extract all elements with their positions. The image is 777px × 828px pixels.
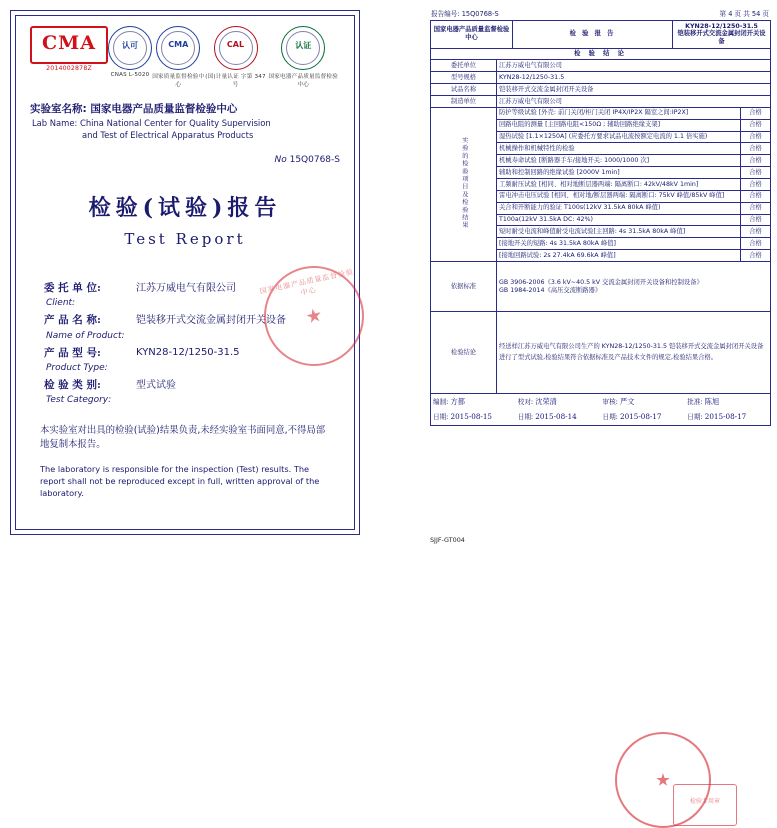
basis-row <box>431 262 771 312</box>
doc-title-cell: 检 验 报 告 <box>513 21 673 49</box>
cnas-mark <box>108 26 152 78</box>
field-test-category-label: 检 验 类 别: <box>44 379 101 392</box>
test-section-label <box>431 107 497 261</box>
section-title-row <box>431 48 771 60</box>
cms-mark <box>152 26 205 88</box>
sig-reviewed-name: 严文 <box>620 397 635 407</box>
cma-mark <box>30 26 108 72</box>
test-result-12: 合格 <box>741 250 771 262</box>
test-item-12: [接地回路试验: 2s 27.4kA 69.6kA 峰值] <box>497 250 741 262</box>
signature-table <box>431 394 770 424</box>
test-result-8: 合格 <box>741 202 771 214</box>
sig-checked-date-label: 日期: <box>517 413 534 422</box>
form-code: SJJF-GT004 <box>430 536 465 544</box>
center-seal-text: 认证 <box>295 41 312 50</box>
test-result-2: 合格 <box>741 131 771 143</box>
report-number-label: No <box>274 155 287 166</box>
sig-checked-date-value: 2015-08-14 <box>535 412 577 422</box>
sig-reviewed-date-value: 2015-08-17 <box>620 412 662 422</box>
sig-checked-date <box>516 409 601 424</box>
field-product-type-label: 产 品 型 号: <box>44 346 101 359</box>
test-row-0 <box>431 107 771 119</box>
test-result-3: 合格 <box>741 143 771 155</box>
cover-inner-border <box>15 15 355 530</box>
field-client-label-en: Client: <box>46 298 76 309</box>
info-row-client <box>431 60 771 72</box>
lab-name-cn <box>30 102 340 117</box>
cover-statement-cn: 本实验室对出具的检验(试验)结果负责,未经实验室书面同意,不得局部地复制本报告。 <box>40 425 326 451</box>
sig-reviewed <box>601 394 686 409</box>
field-client-label: 委 托 单 位: <box>44 282 101 295</box>
info-value-client: 江苏万威电气有限公司 <box>497 60 771 72</box>
test-item-6: 工频耐压试验 [相同、相对地断层器两端: 隔离断口: 42kV/48kV 1min] <box>497 179 741 191</box>
sig-approved <box>685 394 770 409</box>
product-name: 铠装移开式交流金属封闭开关设备 <box>677 30 766 46</box>
center-mark <box>266 26 340 88</box>
conclusion-label: 检验结论 <box>431 312 497 394</box>
field-client-value: 江苏万威电气有限公司 <box>136 282 236 294</box>
cnas-seal-label: CNAS L-5020 <box>110 71 150 78</box>
basis-label: 依据标准 <box>431 262 497 312</box>
test-item-4: 机械寿命试验 [断路器手车/接地开关: 1000/1000 次] <box>497 155 741 167</box>
info-label-model: 型号规格 <box>431 72 497 84</box>
lab-name-en-line1: China National Center for Quality Supervision <box>79 117 271 128</box>
basis-value <box>497 262 771 312</box>
cma-box-icon <box>30 26 108 64</box>
test-item-10: 短时耐受电流和峰值耐受电流试验[主回路: 4s 31.5kA 80kA 峰值] <box>497 226 741 238</box>
cover-statement <box>40 424 334 500</box>
cal-mark <box>205 26 267 88</box>
sig-approved-name: 陈旭 <box>704 397 720 407</box>
basis-line-0: GB 3906-2006《3.6 kV~40.5 kV 交流金属封闭开关设备和控制设备》 <box>499 278 703 286</box>
page-indicator: 第 4 页 共 54 页 <box>719 10 769 18</box>
field-product-name-value: 铠装移开式交流金属封闭开关设备 <box>136 315 286 327</box>
test-result-4: 合格 <box>741 155 771 167</box>
cover-title-en: Test Report <box>124 230 246 249</box>
sig-checked-label: 校对: <box>517 398 534 407</box>
signature-dates-row <box>431 409 770 424</box>
sig-prepared-date-value: 2015-08-15 <box>450 412 492 422</box>
cms-seal-icon <box>156 26 200 70</box>
test-item-0: 防护等级试验 [外壳: 前门关闭/柜门关闭 IP4X/IP2X 隔室之间:IP2X] <box>497 107 741 119</box>
test-item-7: 雷电冲击电压试验 [相同、相对地/断层器两端: 隔离断口: 75kV 峰值/85kV 峰值] <box>497 190 741 202</box>
sig-reviewed-label: 审核: <box>602 398 618 407</box>
field-test-category-value: 型式试验 <box>136 379 176 391</box>
sig-approved-label: 批准: <box>687 398 703 407</box>
sig-reviewed-date <box>601 409 686 424</box>
center-seal-label: 国家电器产品质量监督检验中心 <box>268 73 338 88</box>
test-result-5: 合格 <box>741 167 771 179</box>
info-row-maker <box>431 96 771 108</box>
test-item-11: [接地开关的短路: 4s 31.5kA 80kA 峰值] <box>497 238 741 250</box>
signature-row <box>431 394 771 425</box>
info-value-maker: 江苏万威电气有限公司 <box>497 96 771 108</box>
test-result-9: 合格 <box>741 214 771 226</box>
lab-name-block <box>30 102 340 142</box>
report-header-line <box>430 8 770 18</box>
test-result-10: 合格 <box>741 226 771 238</box>
test-item-9: T100a(12kV 31.5kA DC: 42%) <box>497 214 741 226</box>
test-item-5: 辅助和控制回路的绝缘试验 [2000V 1min] <box>497 167 741 179</box>
report-number-value: 15Q0768-S <box>289 155 340 166</box>
test-result-1: 合格 <box>741 119 771 131</box>
sig-reviewed-date-label: 日期: <box>602 413 618 422</box>
cal-seal-icon <box>214 26 258 70</box>
cal-seal-text: CAL <box>226 40 245 49</box>
org-name-cell: 国家电器产品质量监督检验中心 <box>431 21 513 49</box>
info-value-sample: 铠装移开式交流金属封闭开关设备 <box>497 84 771 96</box>
lab-name-en <box>30 117 340 129</box>
test-result-6: 合格 <box>741 179 771 191</box>
inspection-stamp-text: 检验专用章 <box>689 798 720 806</box>
test-section-label-text: 实验的检验项目及检验结果 <box>460 136 468 230</box>
cover-title-cn: 检验(试验)报告 <box>88 195 282 222</box>
sig-approved-date-label: 日期: <box>687 413 703 422</box>
lab-name-cn-label: 实验室名称: <box>30 102 87 115</box>
info-label-client: 委托单位 <box>431 60 497 72</box>
cover-statement-en: The laboratory is responsible for the inspection (Test) results. The report shall not be reproduced except in full, written approval of the laboratory. <box>40 464 320 498</box>
cover-page <box>10 10 360 535</box>
test-item-1: 回路电阻的测量 [主回路电阻<150Ω ; 辅助回路绝缘支架] <box>497 119 741 131</box>
info-row-model <box>431 72 771 84</box>
sig-prepared-label: 编制: <box>433 398 449 407</box>
info-label-maker: 制造单位 <box>431 96 497 108</box>
cma-number: 2014002878Z <box>46 65 92 72</box>
field-product-type-label-en: Product Type: <box>46 362 108 373</box>
section-title: 检 验 结 论 <box>431 48 771 60</box>
report-number-row <box>30 155 340 165</box>
lab-name-cn-value: 国家电器产品质量监督检验中心 <box>90 102 238 115</box>
center-seal-icon <box>281 26 325 70</box>
info-row-sample <box>431 84 771 96</box>
test-result-11: 合格 <box>741 238 771 250</box>
product-model: KYN28-12/1250-31.5 <box>685 22 758 30</box>
test-result-0: 合格 <box>741 107 771 119</box>
sig-approved-date <box>685 409 770 424</box>
sig-prepared-name: 方都 <box>450 397 465 407</box>
report-number-header-label: 报告编号: <box>431 10 460 18</box>
accreditation-marks <box>30 26 340 88</box>
inspection-stamp-icon <box>673 784 737 826</box>
report-title-row <box>431 21 771 49</box>
field-product-name-label: 产 品 名 称: <box>44 314 101 327</box>
info-value-model: KYN28-12/1250-31.5 <box>497 72 771 84</box>
sig-prepared <box>431 394 516 409</box>
info-label-sample: 试品名称 <box>431 84 497 96</box>
field-test-category <box>44 379 340 392</box>
sig-prepared-date-label: 日期: <box>433 413 449 422</box>
sig-checked-name: 沈荣清 <box>535 397 557 407</box>
report-number-header <box>431 8 499 18</box>
test-item-3: 机械操作和机械特性的检验 <box>497 143 741 155</box>
report-number-header-value: 15Q0768-S <box>461 10 499 18</box>
lab-name-en-label: Lab Name: <box>32 117 78 128</box>
cal-seal-label: (国)计量认证 字第 347 号 <box>205 73 266 88</box>
conclusion-row <box>431 312 771 394</box>
cma-label: CMA <box>42 32 96 54</box>
cms-seal-text: CMA <box>168 40 189 49</box>
sig-approved-date-value: 2015-08-17 <box>704 412 747 422</box>
lab-name-en-line2: and Test of Electrical Apparatus Products <box>82 129 254 140</box>
signature-names-row <box>431 394 770 409</box>
field-product-name-label-en: Name of Product: <box>46 330 125 341</box>
field-test-category-label-en: Test Category: <box>46 395 112 406</box>
field-product-type-value: KYN28-12/1250-31.5 <box>136 347 240 359</box>
cover-red-stamp-text: 国家电器产品质量监督检验中心 <box>258 267 355 298</box>
sig-prepared-date <box>431 409 516 424</box>
basis-line-1: GB 1984-2014《高压交流断路器》 <box>499 286 602 294</box>
test-result-7: 合格 <box>741 190 771 202</box>
product-cell <box>673 21 771 49</box>
cnas-seal-text: 认可 <box>122 41 138 50</box>
cms-seal-label: 国家质量监督检验中心 <box>152 73 205 88</box>
lab-name-en-line2-wrap <box>30 129 340 141</box>
test-item-8: 关合和开断能力的验证 T100s(12kV 31.5kA 80kA 峰值) <box>497 202 741 214</box>
conclusion-text: 经送样江苏万威电气有限公司生产的 KYN28-12/1250-31.5 铠装移开式交流金属封闭开关设备进行了型式试验,检验结果符合依据标准及产品技术文件的规定,检验结果合格。 <box>499 342 764 361</box>
signature-block <box>431 394 771 425</box>
cnas-seal-icon <box>108 26 152 70</box>
test-item-2: 湿热试验 [1.1×1250A] (应委托方要求试品电流按额定电流的 1.1 倍实施) <box>497 131 741 143</box>
sig-checked <box>516 394 601 409</box>
